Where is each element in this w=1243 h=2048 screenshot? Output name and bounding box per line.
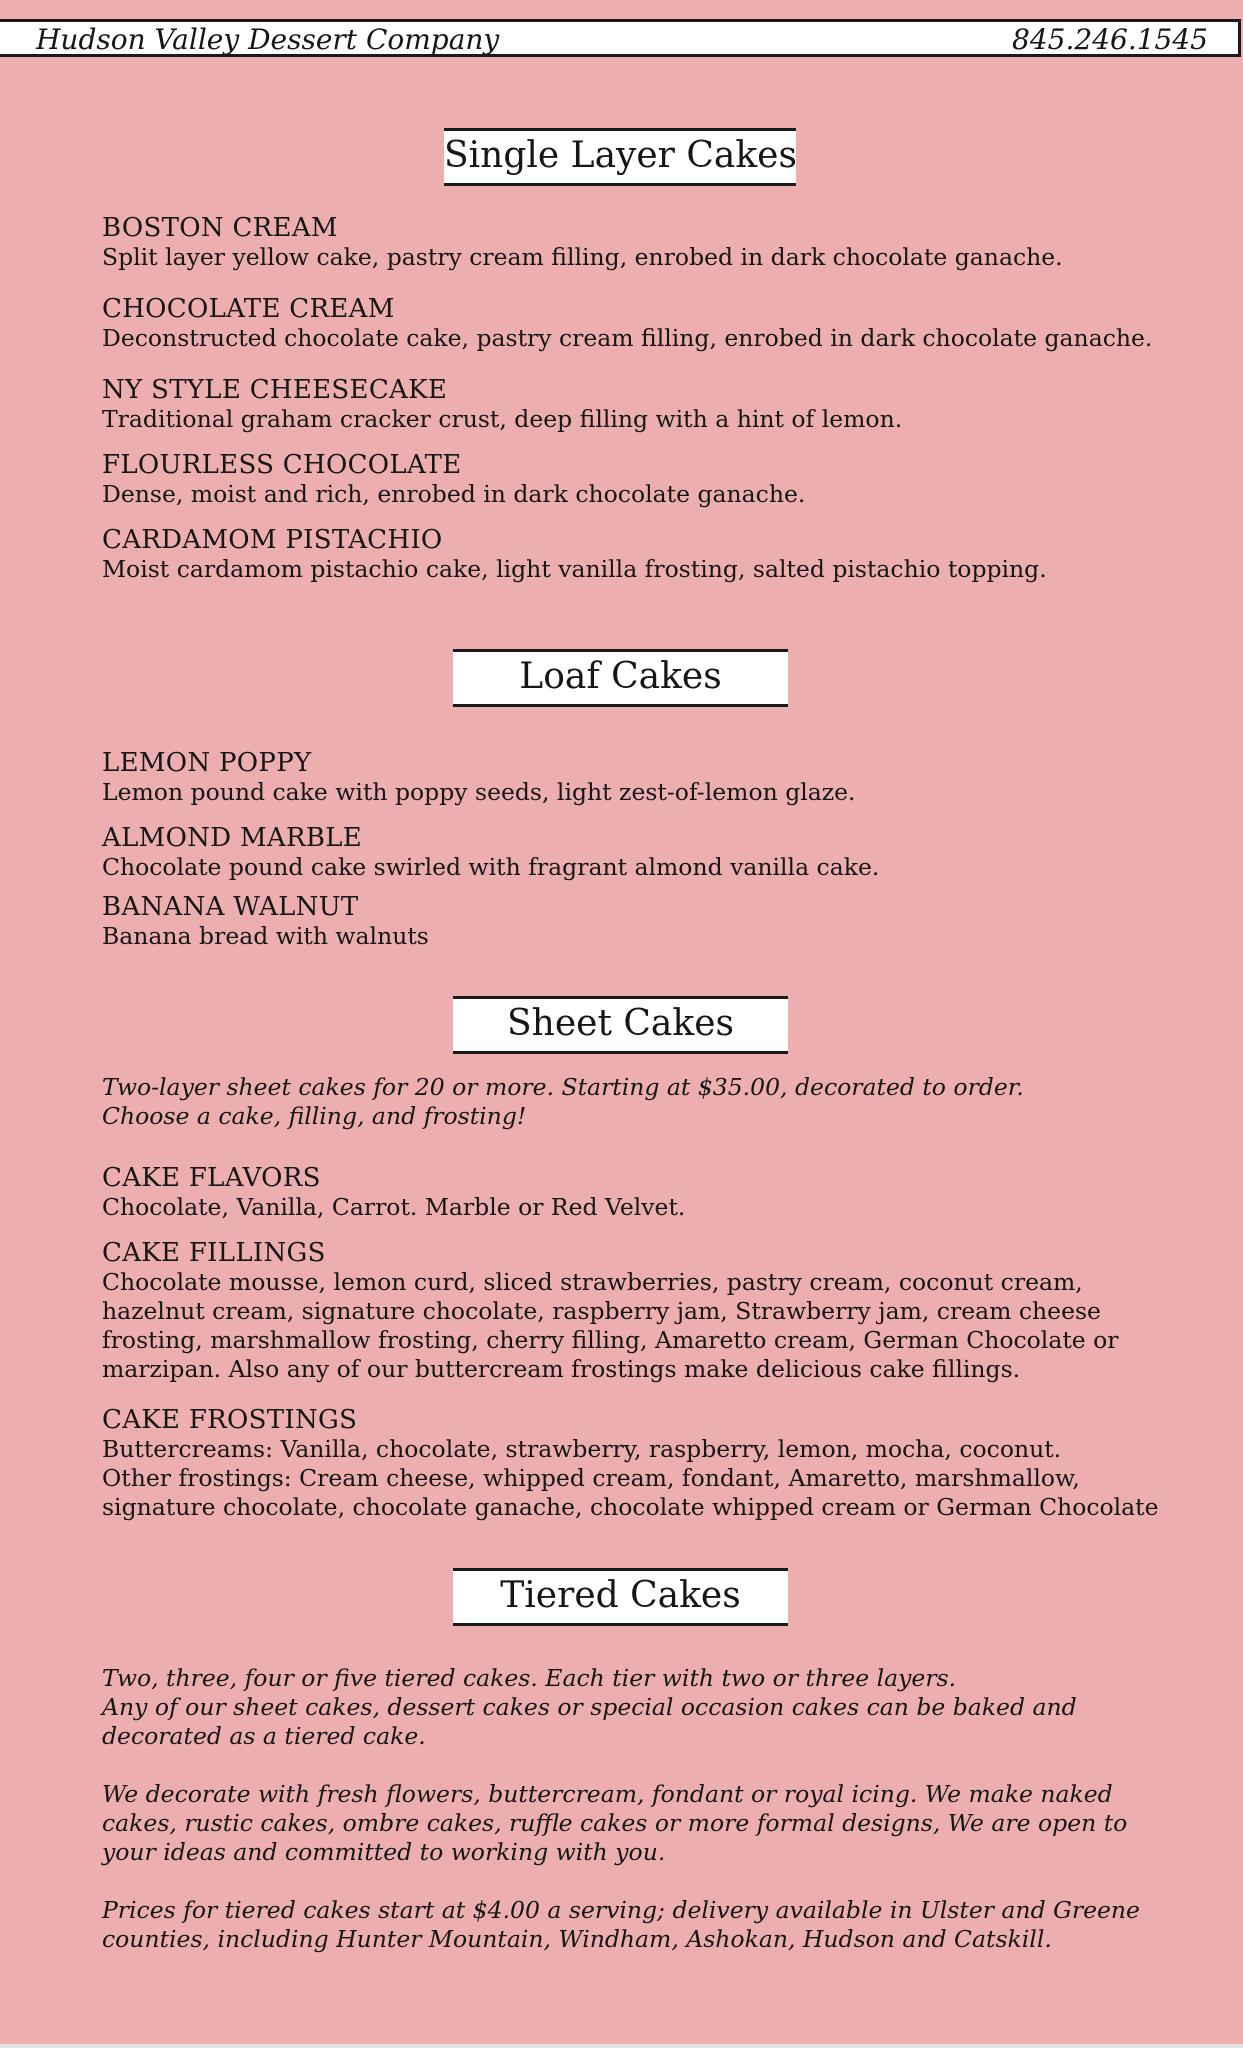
header-bar <box>0 19 1241 57</box>
menu-item-cake-flavors <box>102 1163 1202 1222</box>
sheet-intro-line: Choose a cake, filling, and frosting! <box>102 1102 527 1130</box>
item-name: ALMOND MARBLE <box>102 823 363 853</box>
phone-number: 845.246.1545 <box>1012 23 1208 56</box>
menu-item-cardamom-pistachio <box>102 525 1202 584</box>
item-description: Banana bread with walnuts <box>102 922 429 950</box>
item-description: hazelnut cream, signature chocolate, raspberry jam, Strawberry jam, cream cheese <box>102 1297 1101 1325</box>
item-name: CARDAMOM PISTACHIO <box>102 525 443 555</box>
item-name: BOSTON CREAM <box>102 213 338 243</box>
item-description: Buttercreams: Vanilla, chocolate, strawberry, raspberry, lemon, mocha, coconut. <box>102 1435 1062 1463</box>
tiered-line: counties, including Hunter Mountain, Windham, Ashokan, Hudson and Catskill. <box>102 1925 1052 1953</box>
menu-item-cake-fillings <box>102 1238 1202 1384</box>
item-name: CAKE FROSTINGS <box>102 1405 358 1435</box>
sheet-intro <box>102 1073 1202 1131</box>
item-description: Lemon pound cake with poppy seeds, light zest-of-lemon glaze. <box>102 778 856 806</box>
menu-item-cake-frostings <box>102 1405 1202 1522</box>
item-description: Dense, moist and rich, enrobed in dark chocolate ganache. <box>102 480 806 508</box>
tiered-line: Any of our sheet cakes, dessert cakes or special occasion cakes can be baked and <box>102 1693 1077 1721</box>
tiered-paragraph-2 <box>102 1780 1202 1867</box>
tiered-line: Two, three, four or five tiered cakes. Each tier with two or three layers. <box>102 1664 957 1692</box>
item-description: Chocolate mousse, lemon curd, sliced strawberries, pastry cream, coconut cream, <box>102 1268 1083 1296</box>
section-title-sheet: Sheet Cakes <box>453 996 788 1054</box>
item-description: Chocolate pound cake swirled with fragrant almond vanilla cake. <box>102 853 880 881</box>
item-description: Other frostings: Cream cheese, whipped cream, fondant, Amaretto, marshmallow, <box>102 1464 1080 1492</box>
item-description: Chocolate, Vanilla, Carrot. Marble or Red Velvet. <box>102 1193 686 1221</box>
section-title-single-layer: Single Layer Cakes <box>444 128 796 186</box>
bottom-divider <box>0 2044 1243 2048</box>
menu-item-almond-marble <box>102 823 1202 882</box>
menu-item-flourless-chocolate <box>102 450 1202 509</box>
menu-item-ny-style-cheesecake <box>102 375 1202 434</box>
menu-item-boston-cream <box>102 213 1202 272</box>
tiered-line: cakes, rustic cakes, ombre cakes, ruffle cakes or more formal designs, We are open to <box>102 1809 1128 1837</box>
item-description: signature chocolate, chocolate ganache, chocolate whipped cream or German Chocolate <box>102 1493 1159 1521</box>
company-name: Hudson Valley Dessert Company <box>36 23 500 56</box>
menu-item-banana-walnut <box>102 892 1202 951</box>
sheet-intro-line: Two-layer sheet cakes for 20 or more. Starting at $35.00, decorated to order. <box>102 1073 1024 1101</box>
item-name: BANANA WALNUT <box>102 892 359 922</box>
item-name: CAKE FILLINGS <box>102 1238 326 1268</box>
item-description: Moist cardamom pistachio cake, light vanilla frosting, salted pistachio topping. <box>102 555 1047 583</box>
item-description: Split layer yellow cake, pastry cream filling, enrobed in dark chocolate ganache. <box>102 243 1063 271</box>
item-description: frosting, marshmallow frosting, cherry filling, Amaretto cream, German Chocolate or <box>102 1326 1119 1354</box>
tiered-line: your ideas and committed to working with you. <box>102 1838 666 1866</box>
item-name: FLOURLESS CHOCOLATE <box>102 450 462 480</box>
menu-item-chocolate-cream <box>102 294 1202 353</box>
item-description: Deconstructed chocolate cake, pastry cream filling, enrobed in dark chocolate ganache. <box>102 324 1153 352</box>
item-name: CAKE FLAVORS <box>102 1163 321 1193</box>
menu-item-lemon-poppy <box>102 748 1202 807</box>
item-description: marzipan. Also any of our buttercream frostings make delicious cake fillings. <box>102 1355 1021 1383</box>
tiered-line: We decorate with fresh flowers, buttercream, fondant or royal icing. We make naked <box>102 1780 1113 1808</box>
tiered-line: Prices for tiered cakes start at $4.00 a serving; delivery available in Ulster and Greene <box>102 1896 1140 1924</box>
section-title-loaf: Loaf Cakes <box>453 649 788 707</box>
item-name: CHOCOLATE CREAM <box>102 294 395 324</box>
item-name: NY STYLE CHEESECAKE <box>102 375 448 405</box>
item-description: Traditional graham cracker crust, deep filling with a hint of lemon. <box>102 405 903 433</box>
tiered-paragraph-3 <box>102 1896 1202 1954</box>
tiered-line: decorated as a tiered cake. <box>102 1722 426 1750</box>
tiered-paragraph-1 <box>102 1664 1202 1751</box>
section-title-tiered: Tiered Cakes <box>453 1568 788 1626</box>
item-name: LEMON POPPY <box>102 748 312 778</box>
